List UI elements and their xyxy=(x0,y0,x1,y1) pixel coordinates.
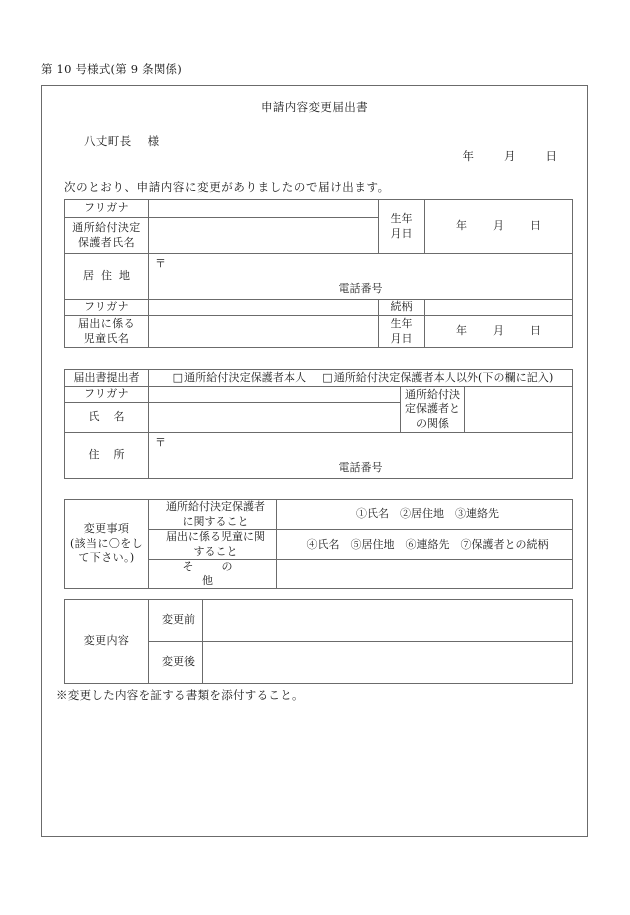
change-content-section-label: 変更内容 xyxy=(65,600,149,684)
submitter-name-label: 氏名 xyxy=(65,403,149,433)
other-items-input[interactable] xyxy=(277,560,573,589)
birth-year-label: 年 xyxy=(456,219,467,233)
residence-label: 居住地 xyxy=(65,254,149,300)
child-relation-label: 続柄 xyxy=(379,300,425,316)
checkbox-icon-self[interactable]: □ xyxy=(172,370,184,384)
after-input[interactable] xyxy=(203,642,573,684)
table-row xyxy=(65,433,573,479)
table-row xyxy=(65,300,573,316)
guardian-items-label-line1: 通所給付決定保護者 xyxy=(166,500,265,513)
applicant-table xyxy=(64,199,573,348)
submitter-address-label: 住所 xyxy=(65,433,149,479)
before-label: 変更前 xyxy=(149,600,203,642)
checkbox-icon-other[interactable]: □ xyxy=(322,370,333,384)
child-name-label-line2: 児童氏名 xyxy=(83,331,130,345)
child-birth-month-label: 月 xyxy=(493,324,504,338)
submitter-telephone-label: 電話番号 xyxy=(338,460,383,474)
addressee-honorific: 様 xyxy=(147,134,160,148)
child-items-label-line2: すること xyxy=(193,544,238,558)
table-row xyxy=(65,254,573,300)
submitter-relation-label-line2: 定保護者と xyxy=(405,402,460,416)
guardian-name-label-line2: 保護者氏名 xyxy=(78,235,135,249)
submission-date-line xyxy=(463,148,558,164)
guardian-name-label xyxy=(65,218,149,254)
intro-text: 次のとおり、申請内容に変更がありましたので届け出ます。 xyxy=(64,180,390,194)
child-birth-day-label: 日 xyxy=(530,324,541,338)
child-items-label xyxy=(149,530,277,560)
submitter-table xyxy=(64,369,573,479)
submitter-relation-label xyxy=(401,387,465,433)
table-row xyxy=(65,200,573,218)
page-frame xyxy=(41,85,588,837)
submitter-furigana-input[interactable] xyxy=(149,387,401,403)
telephone-label: 電話番号 xyxy=(338,281,383,295)
child-name-input[interactable] xyxy=(149,316,379,348)
submitter-address-input[interactable] xyxy=(149,433,573,479)
change-items-section-label xyxy=(65,500,149,589)
change-content-table xyxy=(64,599,573,684)
other-items-label-text: その他 xyxy=(182,560,261,588)
after-label: 変更後 xyxy=(149,642,203,684)
submitter-furigana-label: フリガナ xyxy=(65,387,149,403)
birth-day-label: 日 xyxy=(530,219,541,233)
furigana-label: フリガナ xyxy=(65,200,149,218)
date-day-label: 日 xyxy=(545,149,557,163)
postal-mark-icon: 〒 xyxy=(155,257,166,270)
before-input[interactable] xyxy=(203,600,573,642)
date-month-label: 月 xyxy=(504,149,516,163)
submitter-relation-label-line1: 通所給付決 xyxy=(405,387,460,401)
table-row xyxy=(65,500,573,530)
addressee-name: 八丈町長 xyxy=(84,134,132,148)
child-name-label-line1: 届出に係る xyxy=(78,316,135,330)
addressee xyxy=(84,133,160,149)
child-birthdate-label-line1: 生年 xyxy=(390,316,413,330)
table-row xyxy=(65,316,573,348)
submitter-label: 届出書提出者 xyxy=(65,370,149,387)
birthdate-label-line2: 月日 xyxy=(390,226,413,240)
child-birthdate-label xyxy=(379,316,425,348)
change-items-label-line2: (該当に〇をし xyxy=(69,536,144,550)
submitter-type-options[interactable] xyxy=(149,370,573,387)
birthdate-label-line1: 生年 xyxy=(390,211,413,225)
guardian-items-options[interactable]: ①氏名 ②居住地 ③連絡先 xyxy=(277,500,573,530)
child-furigana-label: フリガナ xyxy=(65,300,149,316)
submitter-name-input[interactable] xyxy=(149,403,401,433)
document-title: 申請内容変更届出書 xyxy=(260,100,369,114)
child-name-label xyxy=(65,316,149,348)
birthdate-input[interactable] xyxy=(425,200,573,254)
other-items-label xyxy=(149,560,277,589)
table-row xyxy=(65,387,573,403)
change-items-label-line1: 変更事項 xyxy=(83,522,130,536)
child-items-label-line1: 届出に係る児童に関 xyxy=(166,530,265,544)
checkbox-label-other: 通所給付決定保護者本人以外(下の欄に記入) xyxy=(333,370,554,384)
child-relation-input[interactable] xyxy=(425,300,573,316)
table-row xyxy=(65,370,573,387)
child-furigana-input[interactable] xyxy=(149,300,379,316)
guardian-items-label-line2: に関すること xyxy=(182,514,249,528)
guardian-name-input[interactable] xyxy=(149,218,379,254)
guardian-name-label-line1: 通所給付決定 xyxy=(72,220,141,234)
child-items-options[interactable]: ④氏名 ⑤居住地 ⑥連絡先 ⑦保護者との続柄 xyxy=(277,530,573,560)
child-birth-year-label: 年 xyxy=(456,324,467,338)
child-birthdate-label-line2: 月日 xyxy=(390,331,413,345)
date-year-label: 年 xyxy=(462,149,474,163)
change-items-label-line3: て下さい。) xyxy=(78,551,135,565)
submitter-relation-input[interactable] xyxy=(465,387,573,433)
table-row xyxy=(65,600,573,642)
footnote: ※変更した内容を証する書類を添付すること。 xyxy=(56,688,304,702)
checkbox-label-self: 通所給付決定保護者本人 xyxy=(184,370,307,384)
birth-month-label: 月 xyxy=(493,219,504,233)
form-number: 第 10 号様式(第 9 条関係) xyxy=(41,62,182,76)
furigana-input[interactable] xyxy=(149,200,379,218)
submitter-relation-label-line3: の関係 xyxy=(416,416,449,430)
residence-input[interactable] xyxy=(149,254,573,300)
change-items-table xyxy=(64,499,573,589)
postal-mark-icon: 〒 xyxy=(155,436,166,449)
birthdate-label xyxy=(379,200,425,254)
guardian-items-label xyxy=(149,500,277,530)
child-birthdate-input[interactable] xyxy=(425,316,573,348)
